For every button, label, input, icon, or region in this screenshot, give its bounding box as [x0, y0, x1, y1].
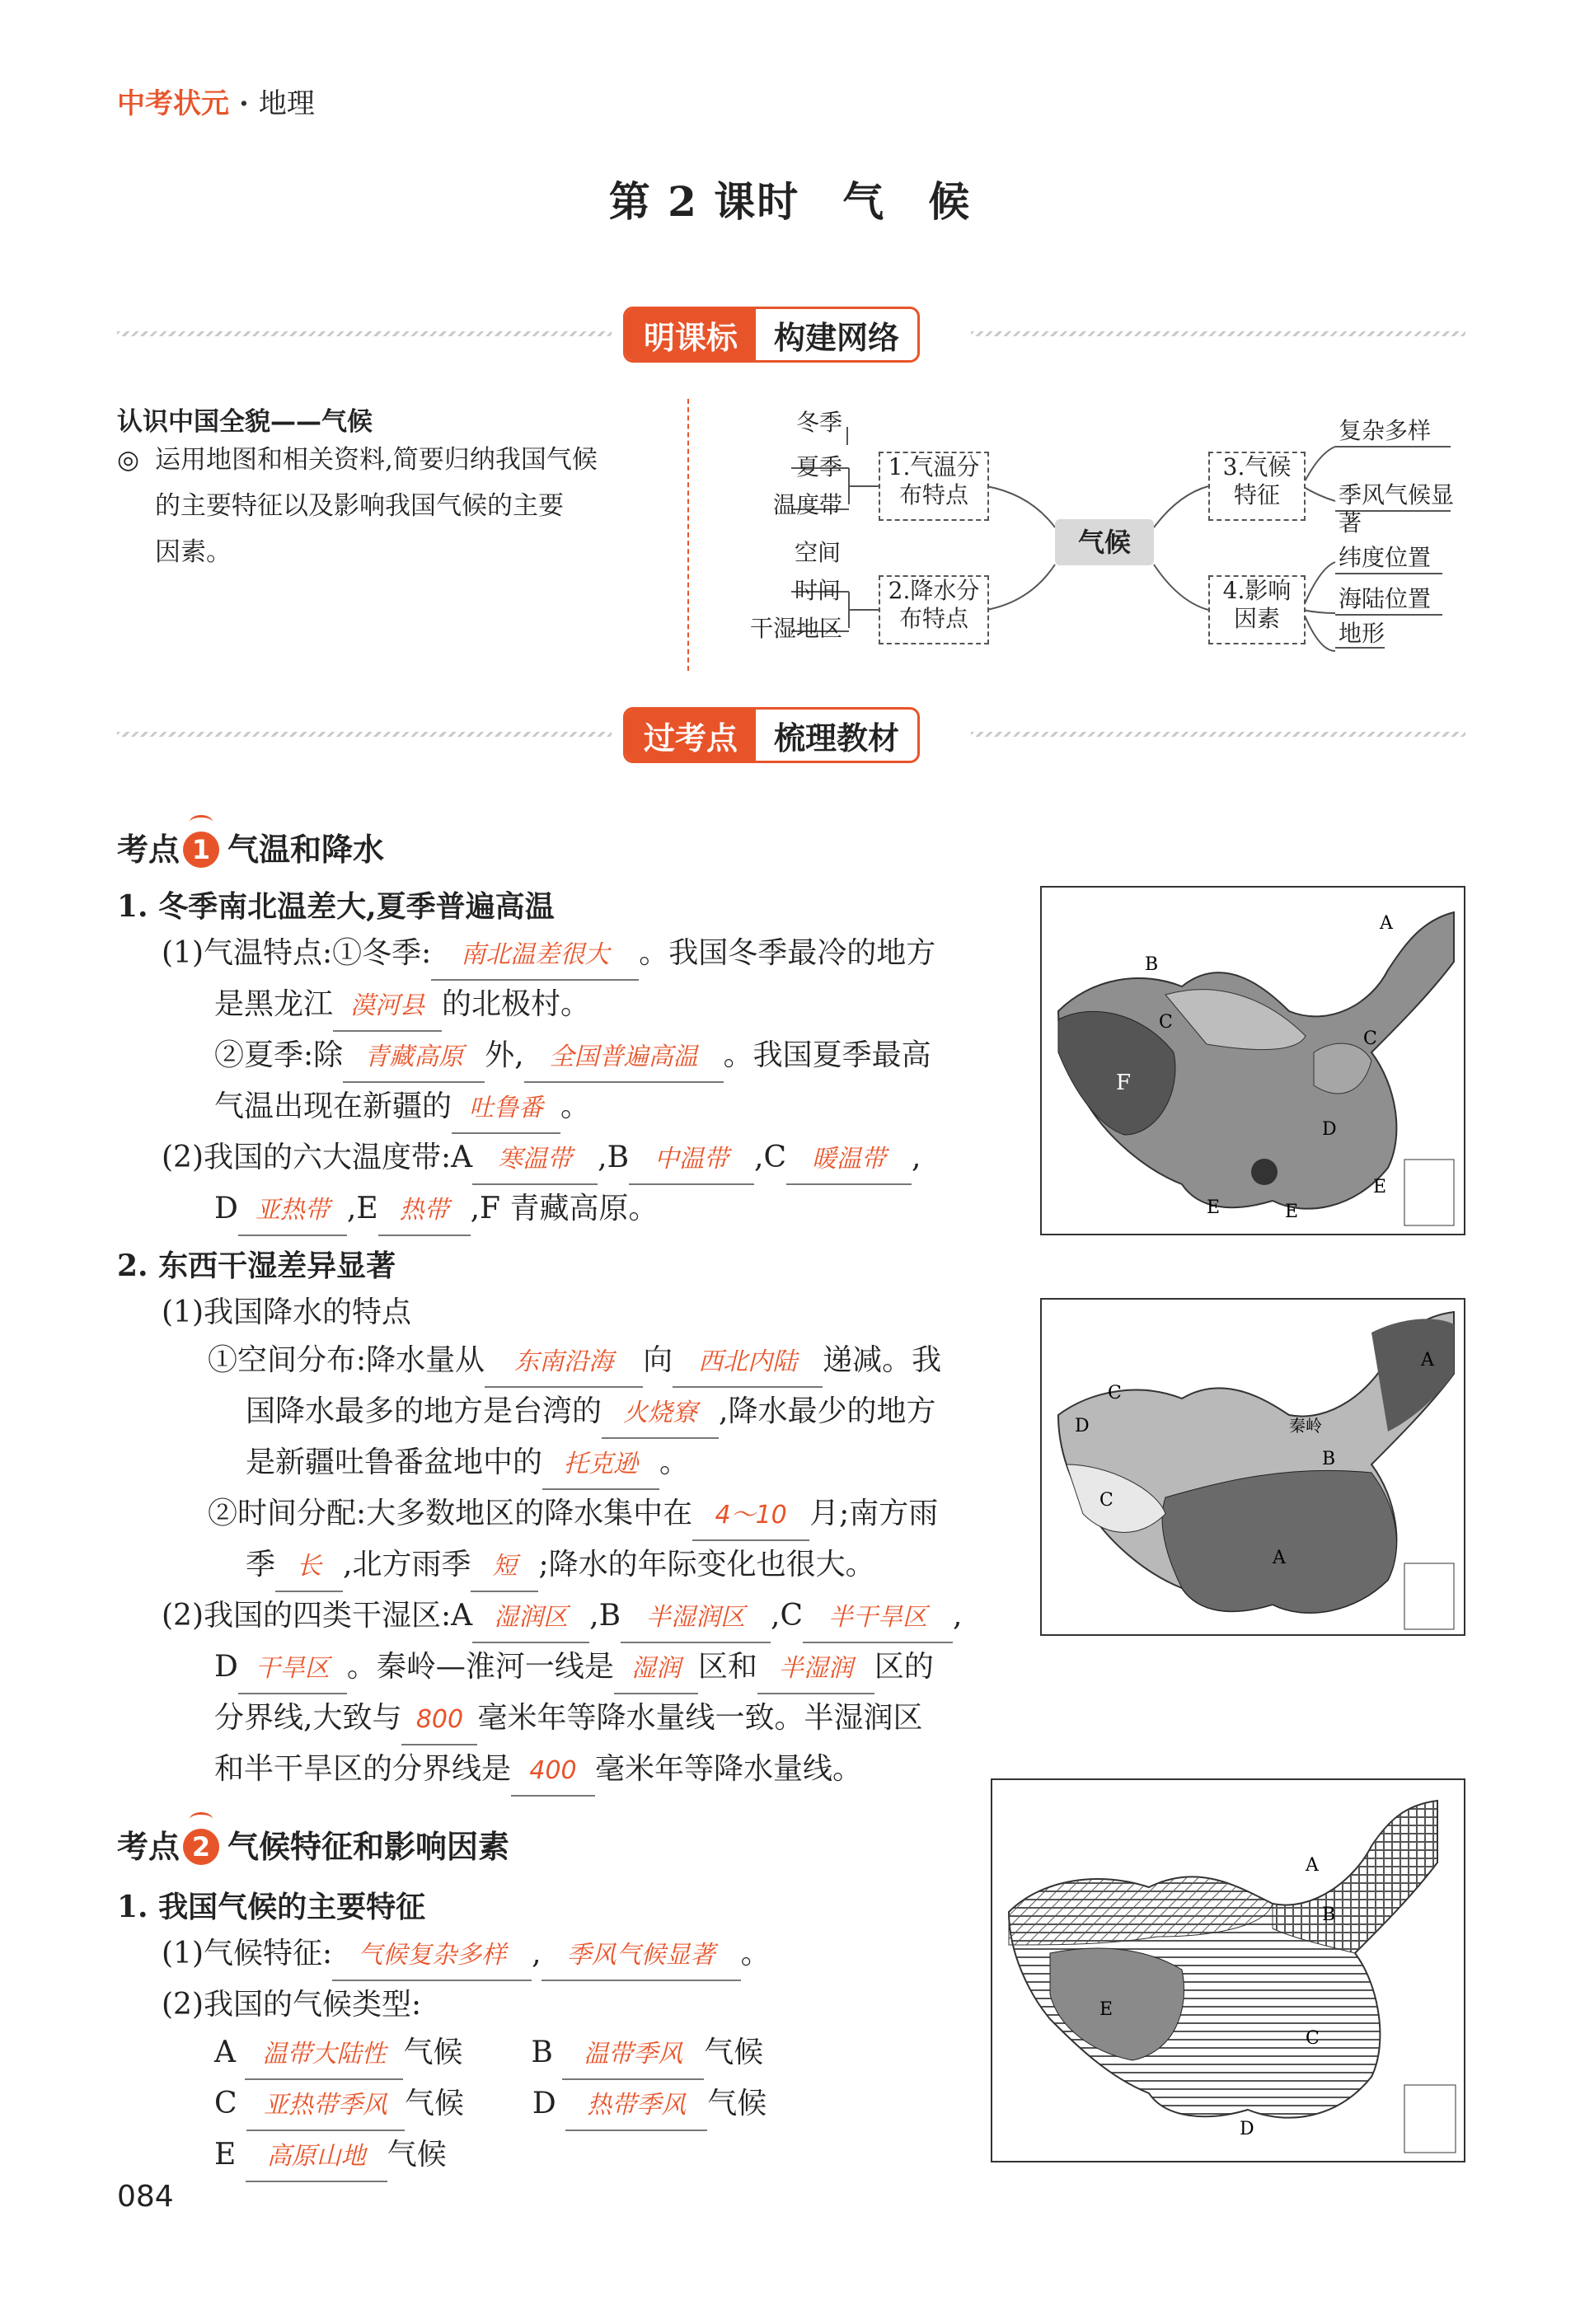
- mindmap-leaf: 季风气候显著: [1339, 481, 1455, 536]
- banner-stripe-left: [117, 732, 612, 737]
- answer-blank: 干旱区: [238, 1645, 347, 1694]
- text: 的北极村。: [442, 987, 591, 1021]
- answer-blank: 湿润: [614, 1645, 698, 1694]
- banner-label-right: 构建网络: [774, 319, 900, 356]
- text: E: [214, 2138, 237, 2172]
- answer-blank: 半湿润区: [621, 1594, 771, 1643]
- text: 月;南方雨: [809, 1497, 939, 1530]
- answer-blank: 热带: [378, 1187, 471, 1236]
- lesson-title: 第 2 课时 气 候: [608, 177, 972, 226]
- text: 。: [560, 1089, 591, 1123]
- text: 气候: [405, 2087, 465, 2120]
- map-label: B: [1322, 1449, 1336, 1469]
- answer-blank: 400: [511, 1747, 595, 1797]
- mindmap-leaf: 时间: [795, 577, 842, 604]
- standard-body: [117, 437, 661, 575]
- banner-pill: [623, 707, 920, 763]
- map-label: E: [1099, 1999, 1114, 2020]
- map-label: C: [1306, 2028, 1320, 2049]
- section-number-badge: 2: [183, 1829, 219, 1865]
- answer-blank: 暖温带: [786, 1136, 912, 1185]
- banner-review: [117, 707, 1465, 761]
- answer-blank: 长: [275, 1543, 343, 1592]
- kd1-temperature-block: [162, 930, 935, 1236]
- answer-blank: 亚热带: [238, 1187, 347, 1236]
- map-label: B: [1145, 954, 1159, 975]
- text-line: [162, 1185, 935, 1236]
- map-climate-types: [991, 1778, 1465, 2162]
- map-label: E: [1373, 1177, 1387, 1197]
- section-heading-kd1: [117, 824, 384, 869]
- text: B: [531, 2036, 553, 2069]
- text: D: [214, 1192, 238, 1225]
- subheading: 1. 我国气候的主要特征: [117, 1890, 426, 1924]
- text: ,B: [589, 1599, 621, 1633]
- text-line: [162, 2131, 771, 2182]
- banner-pill: [623, 307, 920, 363]
- bullet-icon: ◎: [117, 445, 140, 475]
- answer-blank: 半干旱区: [803, 1594, 953, 1643]
- text-line: (1)我国降水的特点: [162, 1296, 411, 1329]
- branch-text: 1.气温分: [888, 453, 980, 480]
- answer-blank: 寒温带: [472, 1136, 598, 1185]
- answer-blank: 南北温差很大: [431, 931, 639, 981]
- map-label: A: [1421, 1350, 1434, 1371]
- section-heading-kd2: [117, 1821, 509, 1867]
- banner-label-left: 明课标: [626, 309, 756, 360]
- answer-blank: 高原山地: [246, 2133, 387, 2182]
- text: 是新疆吐鲁番盆地中的: [246, 1445, 543, 1479]
- answer-blank: 漠河县: [333, 982, 442, 1032]
- mindmap-branch-precipitation: [879, 575, 989, 644]
- text: 毫米年等降水量线一致。半湿润区: [477, 1701, 923, 1735]
- text: 。: [659, 1445, 690, 1479]
- header-brand: [117, 81, 315, 121]
- standard-line: 因素。: [155, 537, 232, 567]
- text-line: [162, 1930, 771, 1981]
- banner-stripe-right: [971, 732, 1465, 737]
- answer-blank: 亚热带季风: [246, 2082, 405, 2131]
- standard-line: 运用地图和相关资料,简要归纳我国气候: [155, 445, 598, 475]
- mindmap-branch-factors: [1208, 575, 1306, 644]
- text: ;降水的年际变化也很大。: [538, 1548, 875, 1581]
- map-svg: [1042, 1300, 1464, 1634]
- answer-blank: 托克逊: [542, 1441, 659, 1490]
- text: ,降水最少的地方: [719, 1394, 936, 1428]
- branch-text: 4.影响: [1222, 577, 1292, 604]
- standard-line: 的主要特征以及影响我国气候的主要: [155, 491, 564, 521]
- text: 气候: [387, 2138, 447, 2172]
- map-label: C: [1159, 1012, 1173, 1033]
- answer-blank: 短: [471, 1543, 538, 1592]
- text: ,E: [346, 1192, 378, 1225]
- banner-stripe-right: [971, 331, 1465, 336]
- answer-blank: 4～10: [692, 1492, 809, 1541]
- kd1-precipitation-block: [162, 1289, 962, 1797]
- banner-label-right: 梳理教材: [774, 719, 900, 757]
- banner-stripe-left: [117, 331, 612, 336]
- map-label: C: [1363, 1028, 1377, 1049]
- map-label: C: [1108, 1383, 1122, 1403]
- answer-blank: 温带大陆性: [245, 2031, 403, 2080]
- text-line: [162, 1643, 962, 1694]
- answer-blank: 湿润区: [472, 1594, 589, 1643]
- header-separator: ·: [239, 87, 249, 120]
- section-label: 考点: [117, 1829, 181, 1865]
- map-dry-wet-regions: [1040, 1298, 1465, 1636]
- answer-blank: 800: [401, 1696, 477, 1745]
- banner-label-left: 过考点: [626, 710, 756, 761]
- kd2-climate-block: [162, 1930, 771, 2182]
- branch-text: 布特点: [898, 481, 968, 508]
- text: 递减。我: [823, 1343, 942, 1377]
- text: ,F 青藏高原。: [470, 1192, 659, 1225]
- mindmap-leaf: 干湿地区: [750, 615, 843, 642]
- text: 向: [643, 1343, 673, 1377]
- banner-curriculum: [117, 307, 1465, 361]
- answer-blank: 东南沿海: [485, 1338, 643, 1388]
- map-label: E: [1285, 1202, 1299, 1222]
- text-line: [162, 2029, 771, 2080]
- text-line: [162, 1032, 935, 1083]
- map-label: A: [1273, 1548, 1286, 1568]
- text: 季: [246, 1548, 276, 1581]
- mindmap-leaf: 复杂多样: [1339, 417, 1432, 444]
- map-label: E: [1207, 1197, 1221, 1218]
- text-line: [162, 1337, 962, 1388]
- text: ,C: [771, 1599, 804, 1633]
- text-line: [162, 2080, 771, 2131]
- section-number-badge: 1: [183, 832, 219, 868]
- section-title: 气温和降水: [227, 832, 385, 868]
- map-label: A: [1306, 1855, 1319, 1876]
- map-svg: [992, 1780, 1464, 2161]
- text-line: (2)我国的气候类型:: [162, 1988, 422, 2022]
- text: ,B: [598, 1141, 630, 1174]
- page-number: 084: [117, 2180, 174, 2214]
- text: 区和: [697, 1650, 757, 1684]
- text: (2)我国的六大温度带:A: [162, 1141, 473, 1174]
- text-line: [162, 1490, 962, 1541]
- text: 是黑龙江: [214, 987, 334, 1021]
- mindmap-leaf: 夏季: [796, 453, 843, 480]
- text: 和半干旱区的分界线是: [214, 1752, 512, 1786]
- text-line: [162, 981, 935, 1032]
- text-line: [162, 930, 935, 981]
- subheading: 1. 冬季南北温差大,夏季普遍高温: [117, 889, 555, 924]
- map-label: B: [1322, 1905, 1336, 1925]
- map-svg: [1042, 888, 1464, 1234]
- text: 区的: [874, 1650, 934, 1684]
- map-label: 秦岭: [1289, 1416, 1322, 1436]
- answer-blank: 火烧寮: [602, 1389, 719, 1439]
- text: 国降水最多的地方是台湾的: [246, 1394, 602, 1428]
- map-label: F: [1116, 1071, 1132, 1095]
- text: ,: [912, 1141, 921, 1174]
- text: 气候: [707, 2087, 767, 2120]
- answer-blank: 吐鲁番: [452, 1085, 560, 1134]
- text-line: [162, 1592, 962, 1643]
- text-line: [162, 1694, 962, 1745]
- dashed-divider: [687, 399, 689, 671]
- text: (1)气候特征:: [162, 1937, 333, 1970]
- branch-text: 因素: [1233, 605, 1280, 632]
- text: 分界线,大致与: [214, 1701, 402, 1735]
- branch-text: 2.降水分: [888, 577, 980, 604]
- text-line: [162, 1541, 962, 1592]
- text: C: [214, 2087, 237, 2120]
- text: 气候: [704, 2036, 764, 2069]
- subject-name: 地理: [258, 87, 315, 120]
- text-line: [162, 1745, 962, 1797]
- text: ,: [532, 1937, 542, 1970]
- branch-text: 3.气候: [1222, 453, 1292, 480]
- text: ,北方雨季: [343, 1548, 471, 1581]
- text: D: [532, 2087, 556, 2120]
- text: 毫米年等降水量线。: [595, 1752, 863, 1786]
- mindmap: [725, 404, 1467, 668]
- text: ②时间分配:大多数地区的降水集中在: [208, 1497, 693, 1530]
- branch-text: 特征: [1233, 481, 1280, 508]
- answer-blank: 青藏高原: [343, 1033, 485, 1083]
- answer-blank: 温带季风: [562, 2031, 704, 2080]
- text: ,: [953, 1599, 963, 1633]
- mindmap-leaf: 温度带: [773, 491, 843, 518]
- answer-blank: 西北内陆: [673, 1338, 823, 1388]
- mindmap-leaf: 空间: [795, 539, 842, 566]
- answer-blank: 热带季风: [565, 2082, 707, 2131]
- text-line: [162, 1439, 962, 1490]
- mindmap-leaf: 冬季: [796, 409, 843, 436]
- text: ②夏季:除: [214, 1038, 344, 1072]
- answer-blank: 中温带: [629, 1136, 754, 1185]
- map-label: D: [1322, 1119, 1337, 1140]
- mindmap-leaf: 纬度位置: [1339, 544, 1432, 571]
- answer-blank: 半湿润: [757, 1645, 874, 1694]
- text: ,C: [754, 1141, 787, 1174]
- text: 。秦岭—淮河一线是: [346, 1650, 614, 1684]
- answer-blank: 季风气候显著: [542, 1932, 741, 1981]
- text: ①空间分布:降水量从: [208, 1343, 485, 1377]
- map-label: D: [1075, 1416, 1090, 1436]
- mindmap-center: 气候: [1055, 519, 1154, 565]
- mindmap-branch-features: [1208, 452, 1306, 521]
- mindmap-branch-temperature: [879, 452, 989, 521]
- mindmap-leaf: 地形: [1339, 620, 1385, 647]
- map-label: D: [1240, 2119, 1254, 2139]
- text: 。我国冬季最冷的地方: [639, 936, 936, 970]
- answer-blank: 气候复杂多样: [332, 1932, 532, 1981]
- answer-blank: 全国普遍高温: [524, 1033, 724, 1083]
- map-temperature-zones: [1040, 886, 1465, 1235]
- subheading: 2. 东西干湿差异显著: [117, 1249, 396, 1283]
- section-label: 考点: [117, 832, 181, 868]
- text: 气温出现在新疆的: [214, 1089, 452, 1123]
- text-line: [162, 1083, 935, 1134]
- text: (2)我国的四类干湿区:A: [162, 1599, 473, 1633]
- map-label: C: [1099, 1490, 1114, 1511]
- map-label: A: [1380, 913, 1393, 934]
- brand-name: 中考状元: [117, 87, 229, 120]
- text: 。我国夏季最高: [723, 1038, 931, 1072]
- branch-text: 布特点: [898, 605, 968, 632]
- text: 外,: [485, 1038, 524, 1072]
- mindmap-leaf: 海陆位置: [1339, 585, 1432, 612]
- text: 气候: [403, 2036, 463, 2069]
- text: A: [214, 2036, 236, 2069]
- text: D: [214, 1650, 238, 1684]
- text: 。: [740, 1937, 771, 1970]
- text-line: [162, 1134, 935, 1185]
- standard-heading: 认识中国全貌——气候: [117, 407, 373, 437]
- text: (1)气温特点:①冬季:: [162, 936, 432, 970]
- text-line: [162, 1388, 962, 1439]
- section-title: 气候特征和影响因素: [227, 1829, 510, 1865]
